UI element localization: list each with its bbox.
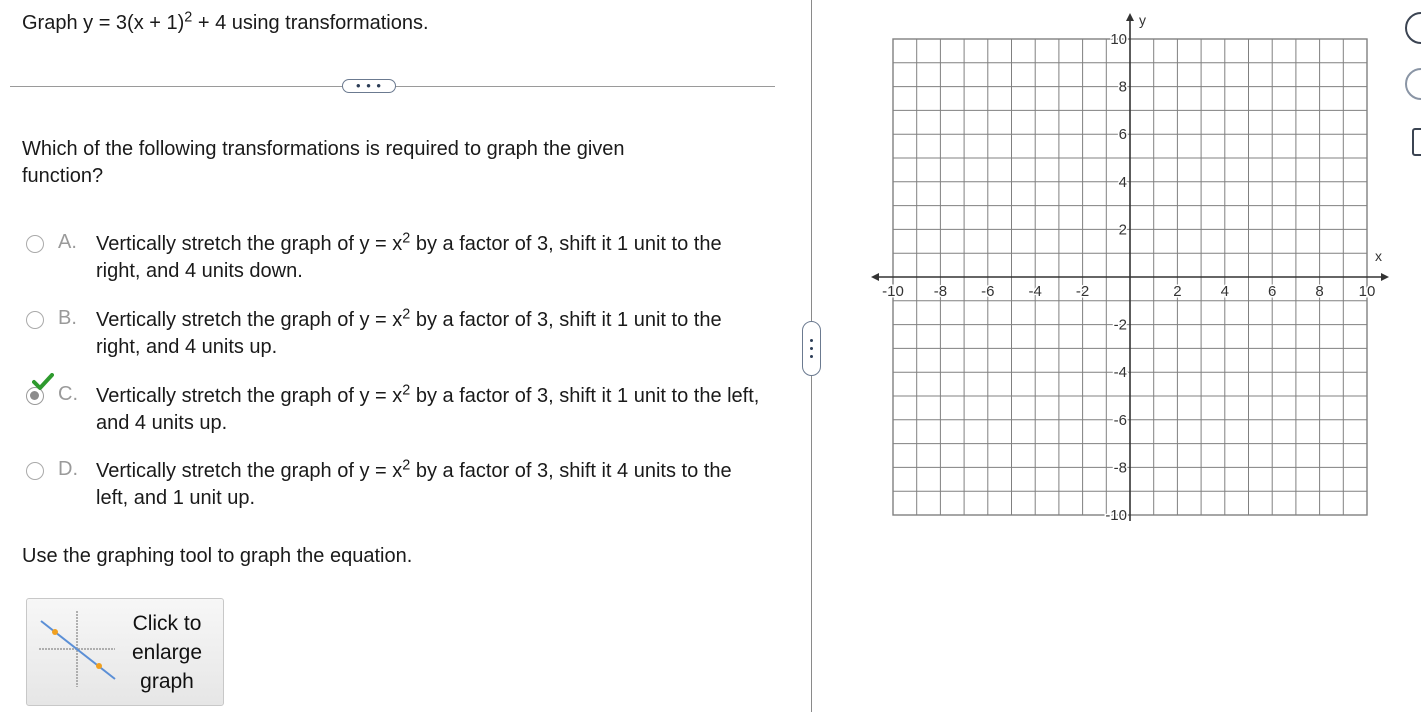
option-a-text: Vertically stretch the graph of $y = x^2$ by a factor of 3, shift it 1 unit to the right, and 4 units down. [96, 230, 722, 282]
tool-refresh-icon[interactable] [1405, 68, 1421, 100]
question-title [22, 9, 429, 35]
question-prompt: Which of the following transformations is required to graph the given function? [22, 138, 625, 187]
question-title-exponent: 2 [184, 9, 193, 26]
option-c-letter: C. [58, 383, 78, 405]
x-tick-label: -8 [933, 283, 948, 300]
option-d-radio[interactable] [26, 462, 44, 480]
y-tick-label: -6 [1113, 411, 1127, 429]
question-title-prefix: Graph y = 3(x + 1) [22, 12, 185, 34]
option-b-radio[interactable] [26, 311, 44, 329]
y-tick-label: -10 [1105, 507, 1127, 524]
x-axis-label: x [1375, 248, 1382, 264]
x-tick-label: 10 [1358, 283, 1376, 300]
x-axis-arrow-left [871, 273, 879, 281]
x-tick-label: 8 [1315, 283, 1324, 300]
correct-check-icon [32, 373, 54, 391]
enlarge-graph-button[interactable] [26, 598, 224, 706]
y-tick-label: 10 [1110, 31, 1127, 48]
option-b[interactable] [22, 307, 782, 361]
tool-panel-icon[interactable] [1412, 128, 1421, 156]
y-tick-label: 2 [1118, 221, 1127, 239]
y-tick-label: -2 [1113, 316, 1127, 334]
x-tick-label: -2 [1075, 283, 1090, 300]
option-b-letter: B. [58, 307, 77, 329]
y-axis-label: y [1139, 12, 1146, 28]
option-d-text: Vertically stretch the graph of $y = x^2$ by a factor of 3, shift it 4 units to the left, and 1 unit up. [96, 457, 732, 509]
x-tick-label: -4 [1028, 283, 1042, 300]
coordinate-grid[interactable] [870, 6, 1400, 536]
option-a[interactable] [22, 231, 782, 285]
y-tick-label: 4 [1118, 173, 1127, 191]
x-tick-label: 2 [1173, 283, 1182, 300]
y-tick-label: -8 [1113, 459, 1127, 477]
option-c[interactable] [22, 383, 782, 437]
option-b-text: Vertically stretch the graph of $y = x^2$ by a factor of 3, shift it 1 unit to the right, and 4 units up. [96, 306, 722, 358]
y-tick-label: 8 [1118, 78, 1127, 96]
y-tick-label: -4 [1113, 364, 1127, 382]
option-a-radio[interactable] [26, 235, 44, 253]
x-tick-label: -10 [882, 283, 904, 300]
tool-help-icon[interactable] [1405, 12, 1421, 44]
option-a-letter: A. [58, 231, 77, 253]
graph-instruction: Use the graphing tool to graph the equation. [22, 545, 413, 567]
graph-thumbnail-icon [37, 609, 117, 689]
pane-resize-handle[interactable] [802, 321, 821, 376]
x-tick-label: 4 [1220, 283, 1229, 300]
y-axis-arrow [1126, 13, 1134, 21]
enlarge-graph-label: Click to enlarge graph [131, 612, 203, 693]
option-c-text: Vertically stretch the graph of $y = x^2$ by a factor of 3, shift it 1 unit to the left, and 4 units up. [96, 382, 760, 434]
x-tick-label: 6 [1268, 283, 1277, 300]
option-d-letter: D. [58, 458, 78, 480]
show-more-button[interactable]: • • • [342, 79, 396, 93]
question-title-suffix: + 4 using transformations. [192, 12, 429, 34]
x-tick-label: -6 [981, 283, 995, 300]
option-d[interactable] [22, 458, 782, 512]
x-axis-arrow-right [1381, 273, 1389, 281]
y-tick-label: 6 [1118, 126, 1127, 144]
